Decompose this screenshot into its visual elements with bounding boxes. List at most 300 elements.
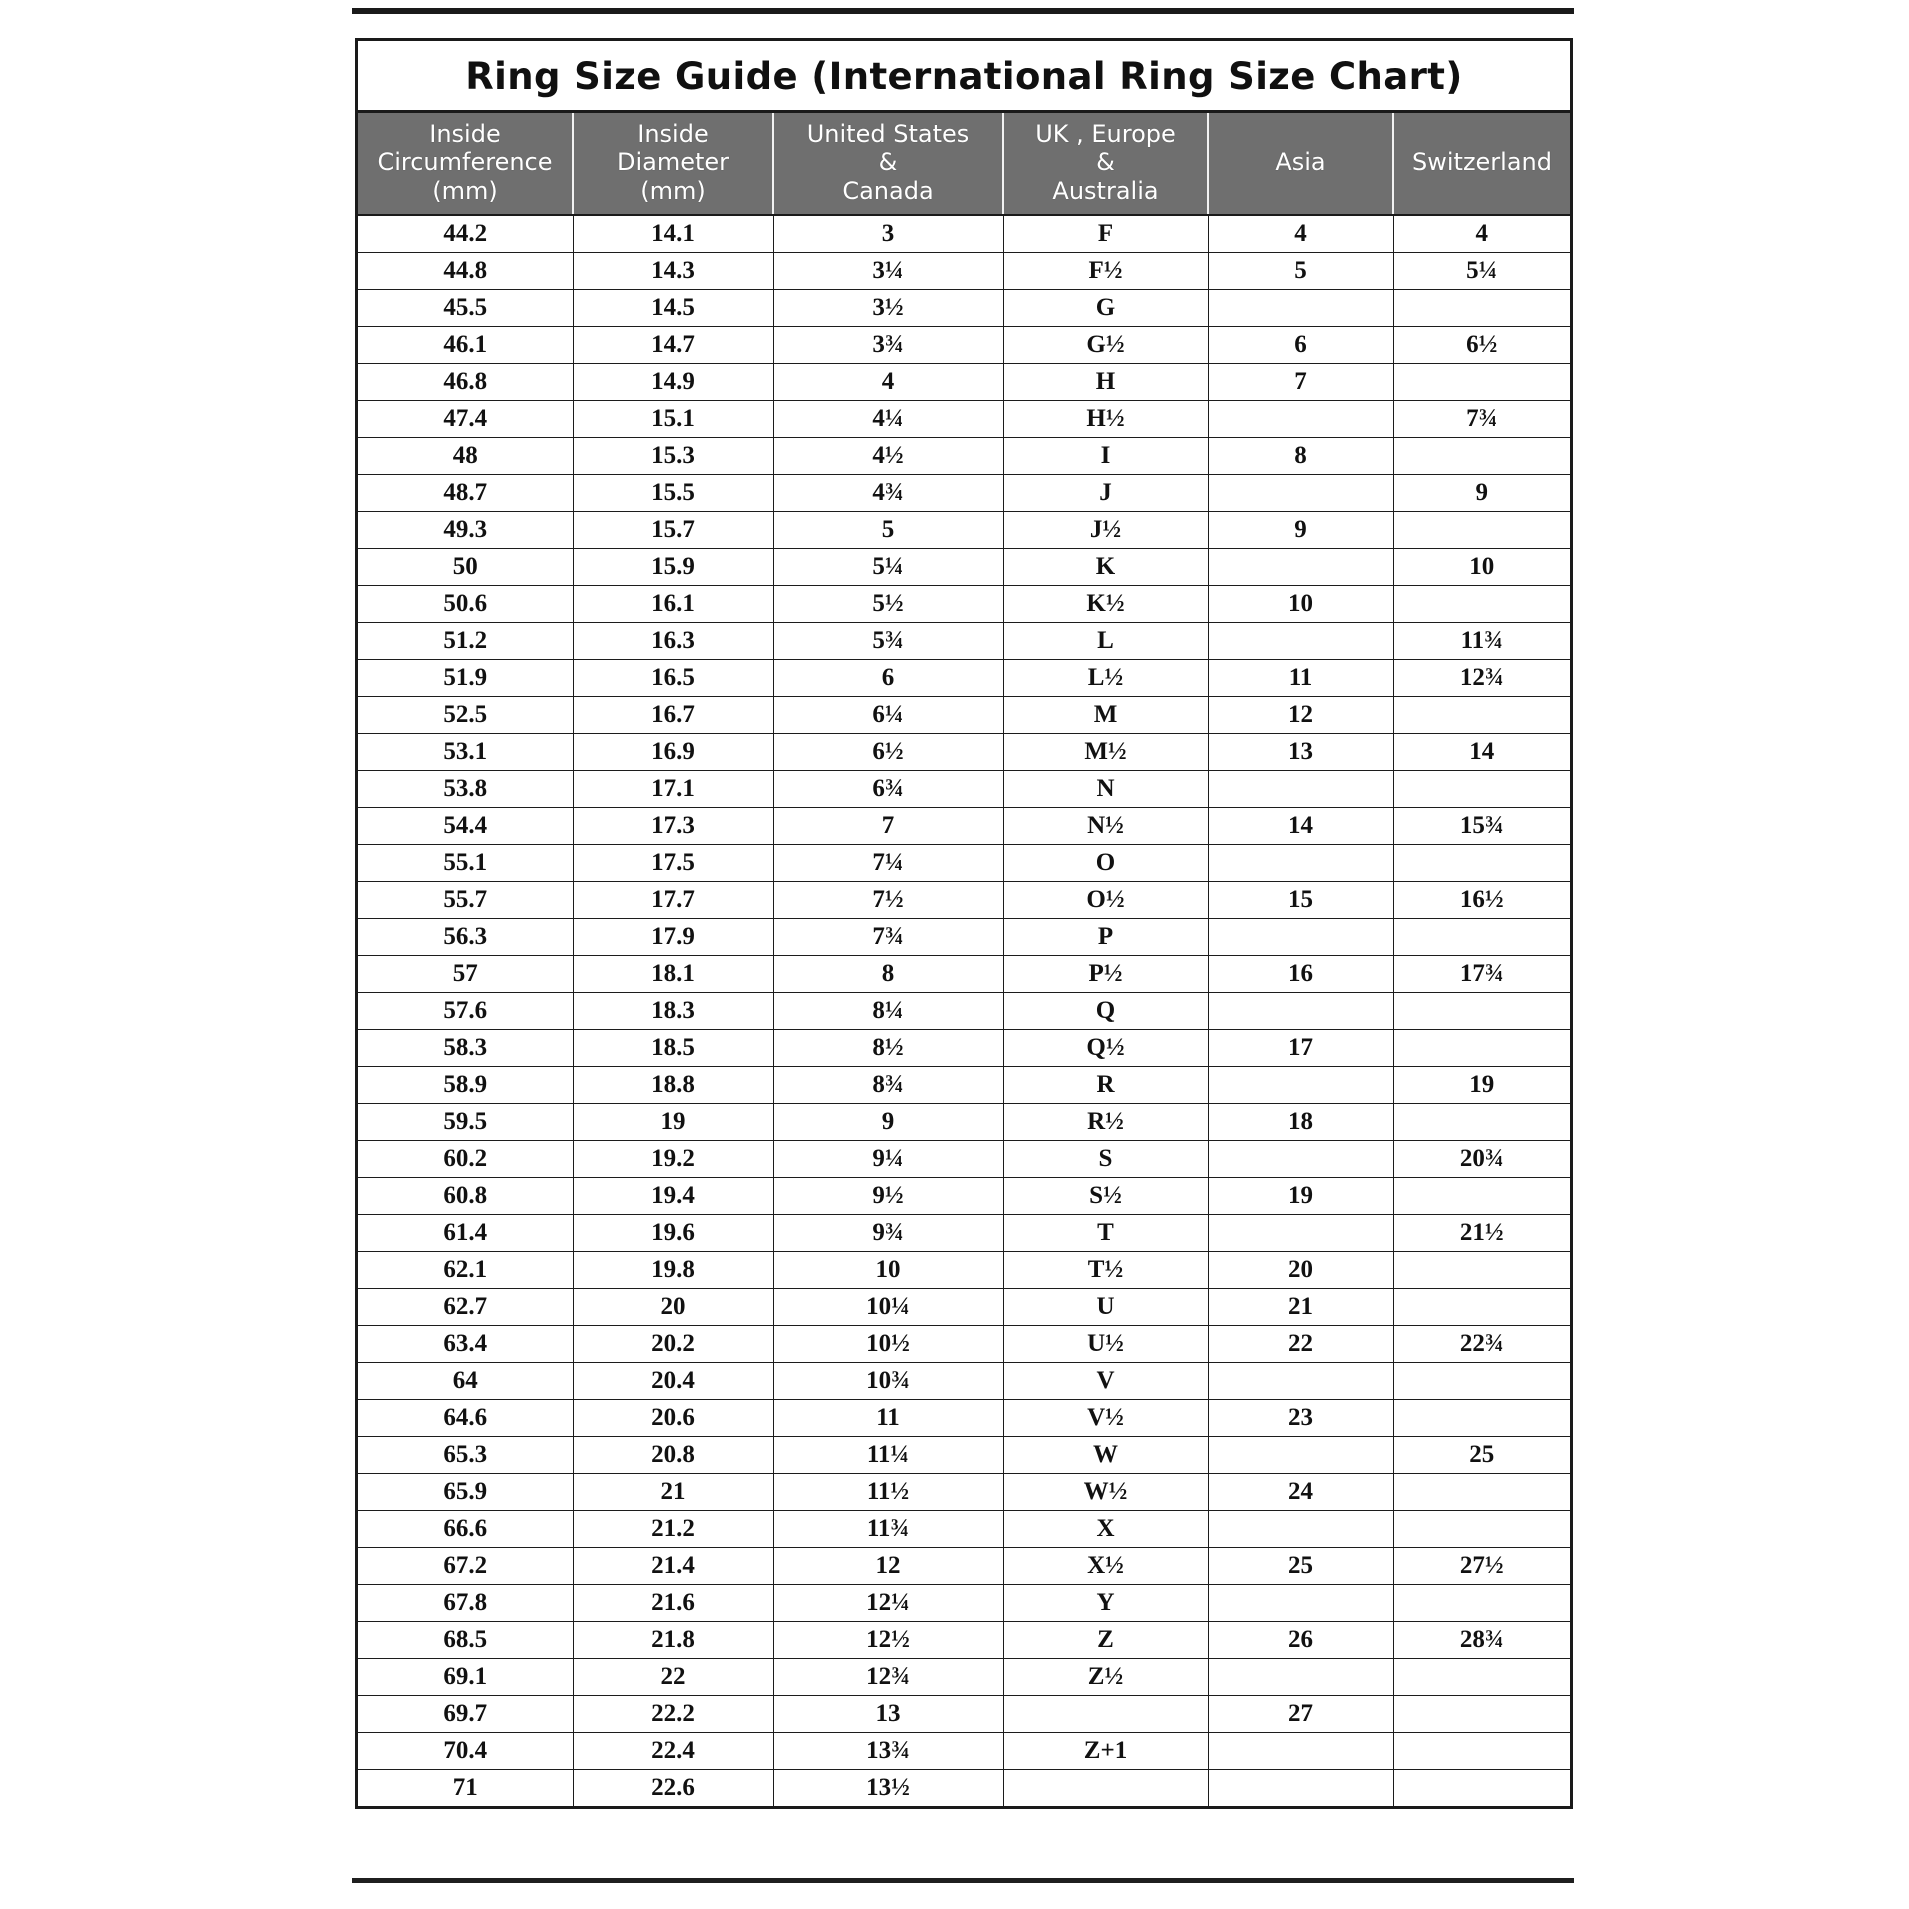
table-cell: 53.8 <box>358 770 573 807</box>
table-cell <box>1393 1769 1570 1806</box>
column-header-line: Circumference <box>377 148 553 177</box>
table-cell <box>1393 1658 1570 1695</box>
table-cell <box>1208 844 1393 881</box>
table-row <box>358 733 1570 770</box>
table-cell: 21½ <box>1393 1214 1570 1251</box>
table-row <box>358 696 1570 733</box>
table-cell <box>1393 1399 1570 1436</box>
column-header-line: Diameter <box>616 148 730 177</box>
table-cell: 57.6 <box>358 992 573 1029</box>
table-cell: 46.1 <box>358 326 573 363</box>
table-cell: 5¾ <box>773 622 1003 659</box>
table-cell: 11½ <box>773 1473 1003 1510</box>
table-cell: 18.1 <box>573 955 773 992</box>
table-cell: 57 <box>358 955 573 992</box>
scan-border-bottom <box>352 1878 1574 1883</box>
table-row <box>358 400 1570 437</box>
table-cell <box>1208 1584 1393 1621</box>
table-cell <box>1393 289 1570 326</box>
table-cell: U½ <box>1003 1325 1208 1362</box>
table-cell: 6¾ <box>773 770 1003 807</box>
column-header-line: Asia <box>1275 148 1326 177</box>
table-cell: 4 <box>1208 215 1393 253</box>
column-header-switzerland <box>1393 113 1570 215</box>
ring-size-chart <box>355 38 1573 1809</box>
table-cell: N <box>1003 770 1208 807</box>
ring-size-table <box>358 113 1570 1806</box>
table-cell: 10 <box>1393 548 1570 585</box>
table-cell: 52.5 <box>358 696 573 733</box>
table-cell: W½ <box>1003 1473 1208 1510</box>
table-cell: 16.3 <box>573 622 773 659</box>
table-cell: K <box>1003 548 1208 585</box>
table-cell <box>1208 918 1393 955</box>
table-row <box>358 511 1570 548</box>
table-cell: 8¼ <box>773 992 1003 1029</box>
table-cell: 4¾ <box>773 474 1003 511</box>
table-cell: 6¼ <box>773 696 1003 733</box>
table-cell <box>1393 585 1570 622</box>
table-cell <box>1393 511 1570 548</box>
table-row <box>358 881 1570 918</box>
table-row <box>358 1140 1570 1177</box>
table-cell: 12½ <box>773 1621 1003 1658</box>
table-cell: 47.4 <box>358 400 573 437</box>
table-cell: 15.1 <box>573 400 773 437</box>
table-cell <box>1393 844 1570 881</box>
table-cell: 53.1 <box>358 733 573 770</box>
table-cell: 14.3 <box>573 252 773 289</box>
table-cell: 17.5 <box>573 844 773 881</box>
table-cell <box>1208 289 1393 326</box>
table-cell: 69.7 <box>358 1695 573 1732</box>
table-cell: 3¾ <box>773 326 1003 363</box>
table-cell: V½ <box>1003 1399 1208 1436</box>
table-cell: 7½ <box>773 881 1003 918</box>
page-title: Ring Size Guide (International Ring Size Chart) <box>358 41 1570 113</box>
table-cell: 20 <box>573 1288 773 1325</box>
column-header-line: Inside <box>429 120 501 148</box>
table-cell: V <box>1003 1362 1208 1399</box>
table-cell: X <box>1003 1510 1208 1547</box>
table-cell: 12 <box>773 1547 1003 1584</box>
table-cell: W <box>1003 1436 1208 1473</box>
table-cell: 7 <box>773 807 1003 844</box>
table-cell: 20.4 <box>573 1362 773 1399</box>
table-cell <box>1393 1103 1570 1140</box>
table-cell: 69.1 <box>358 1658 573 1695</box>
table-row <box>358 622 1570 659</box>
table-cell: M <box>1003 696 1208 733</box>
table-row <box>358 1177 1570 1214</box>
table-cell <box>1393 1510 1570 1547</box>
table-cell: 17.3 <box>573 807 773 844</box>
table-cell: 63.4 <box>358 1325 573 1362</box>
table-cell: 11¾ <box>1393 622 1570 659</box>
table-cell <box>1208 1140 1393 1177</box>
table-cell: 20¾ <box>1393 1140 1570 1177</box>
table-cell: 18.3 <box>573 992 773 1029</box>
table-cell <box>1208 622 1393 659</box>
table-row <box>358 1695 1570 1732</box>
table-cell: I <box>1003 437 1208 474</box>
table-cell <box>1393 1288 1570 1325</box>
table-cell: 44.8 <box>358 252 573 289</box>
table-cell <box>1393 1251 1570 1288</box>
table-cell: 19.4 <box>573 1177 773 1214</box>
table-header <box>358 113 1570 215</box>
table-cell: 7¼ <box>773 844 1003 881</box>
table-cell: J½ <box>1003 511 1208 548</box>
table-cell: 5¼ <box>773 548 1003 585</box>
table-cell <box>1208 992 1393 1029</box>
table-cell: 15.7 <box>573 511 773 548</box>
table-cell: J <box>1003 474 1208 511</box>
table-header-row <box>358 113 1570 215</box>
table-row <box>358 1214 1570 1251</box>
column-header-inside-circumference <box>358 113 573 215</box>
table-cell: 15 <box>1208 881 1393 918</box>
table-cell: 60.2 <box>358 1140 573 1177</box>
table-cell: 62.1 <box>358 1251 573 1288</box>
table-cell: 46.8 <box>358 363 573 400</box>
table-cell: 4 <box>773 363 1003 400</box>
table-cell: 13 <box>773 1695 1003 1732</box>
table-cell <box>1393 992 1570 1029</box>
table-cell: 11¼ <box>773 1436 1003 1473</box>
table-cell: 17.1 <box>573 770 773 807</box>
table-cell: 16 <box>1208 955 1393 992</box>
table-cell: 51.2 <box>358 622 573 659</box>
column-header-line: UK , Europe <box>1035 120 1176 148</box>
table-cell: T <box>1003 1214 1208 1251</box>
table-cell: F <box>1003 215 1208 253</box>
table-cell: 18 <box>1208 1103 1393 1140</box>
table-cell: 7¾ <box>1393 400 1570 437</box>
table-cell: 23 <box>1208 1399 1393 1436</box>
table-cell: F½ <box>1003 252 1208 289</box>
table-cell <box>1393 1029 1570 1066</box>
table-cell: 21.2 <box>573 1510 773 1547</box>
table-cell: 8¾ <box>773 1066 1003 1103</box>
table-row <box>358 1288 1570 1325</box>
table-cell: 9½ <box>773 1177 1003 1214</box>
table-cell: 9 <box>1208 511 1393 548</box>
table-row <box>358 585 1570 622</box>
column-header-uk-europe-australia <box>1003 113 1208 215</box>
table-cell: 3½ <box>773 289 1003 326</box>
column-header-line: Canada <box>842 176 934 205</box>
table-cell: 27½ <box>1393 1547 1570 1584</box>
table-cell: Z+1 <box>1003 1732 1208 1769</box>
table-cell <box>1208 474 1393 511</box>
table-cell: 14.5 <box>573 289 773 326</box>
table-row <box>358 252 1570 289</box>
column-header-us-canada <box>773 113 1003 215</box>
table-cell: 21.8 <box>573 1621 773 1658</box>
table-cell: O <box>1003 844 1208 881</box>
table-cell: 3¼ <box>773 252 1003 289</box>
table-cell: 25 <box>1393 1436 1570 1473</box>
table-cell: 9 <box>1393 474 1570 511</box>
table-cell: 12¾ <box>773 1658 1003 1695</box>
table-cell: 17 <box>1208 1029 1393 1066</box>
table-row <box>358 1621 1570 1658</box>
table-cell <box>1393 1732 1570 1769</box>
table-cell: 10½ <box>773 1325 1003 1362</box>
table-row <box>358 548 1570 585</box>
table-cell <box>1393 1177 1570 1214</box>
table-cell: 14 <box>1208 807 1393 844</box>
table-cell: 55.7 <box>358 881 573 918</box>
table-row <box>358 437 1570 474</box>
table-cell <box>1208 400 1393 437</box>
table-cell: 9¼ <box>773 1140 1003 1177</box>
table-cell: 7¾ <box>773 918 1003 955</box>
table-cell: 21 <box>573 1473 773 1510</box>
table-cell <box>1393 1695 1570 1732</box>
table-cell: P½ <box>1003 955 1208 992</box>
table-cell: 4½ <box>773 437 1003 474</box>
table-row <box>358 289 1570 326</box>
table-cell: 50.6 <box>358 585 573 622</box>
table-cell: 4 <box>1393 215 1570 253</box>
table-cell: O½ <box>1003 881 1208 918</box>
table-row <box>358 1584 1570 1621</box>
table-cell <box>1393 1584 1570 1621</box>
table-cell <box>1393 770 1570 807</box>
column-header-line: (mm) <box>432 176 498 205</box>
table-cell <box>1393 363 1570 400</box>
table-cell <box>1208 1510 1393 1547</box>
table-cell: 14.1 <box>573 215 773 253</box>
table-cell: 25 <box>1208 1547 1393 1584</box>
column-header-inside-diameter <box>573 113 773 215</box>
table-cell <box>1208 1362 1393 1399</box>
table-row <box>358 1251 1570 1288</box>
table-cell: R <box>1003 1066 1208 1103</box>
table-row <box>358 770 1570 807</box>
table-row <box>358 1547 1570 1584</box>
table-cell: 22 <box>573 1658 773 1695</box>
table-cell: Z <box>1003 1621 1208 1658</box>
table-row <box>358 1066 1570 1103</box>
table-cell: M½ <box>1003 733 1208 770</box>
table-cell: 68.5 <box>358 1621 573 1658</box>
table-cell: X½ <box>1003 1547 1208 1584</box>
table-cell <box>1208 770 1393 807</box>
table-cell: 16.9 <box>573 733 773 770</box>
table-cell: 28¾ <box>1393 1621 1570 1658</box>
table-cell: 7 <box>1208 363 1393 400</box>
table-cell: N½ <box>1003 807 1208 844</box>
table-cell: 10 <box>1208 585 1393 622</box>
table-cell: 20.2 <box>573 1325 773 1362</box>
table-cell: 12¾ <box>1393 659 1570 696</box>
table-cell: 6½ <box>1393 326 1570 363</box>
table-cell: 5¼ <box>1393 252 1570 289</box>
table-cell <box>1003 1695 1208 1732</box>
table-cell: 5½ <box>773 585 1003 622</box>
table-cell: 8 <box>773 955 1003 992</box>
table-cell: Y <box>1003 1584 1208 1621</box>
table-row <box>358 326 1570 363</box>
table-cell: 66.6 <box>358 1510 573 1547</box>
table-cell: 15.9 <box>573 548 773 585</box>
table-cell: H½ <box>1003 400 1208 437</box>
table-cell: 48 <box>358 437 573 474</box>
table-cell: K½ <box>1003 585 1208 622</box>
table-row <box>358 215 1570 253</box>
column-header-line: United States <box>806 120 970 148</box>
column-header-line: Switzerland <box>1412 148 1552 177</box>
table-cell: 24 <box>1208 1473 1393 1510</box>
table-row <box>358 992 1570 1029</box>
table-cell <box>1208 1436 1393 1473</box>
table-cell: 13 <box>1208 733 1393 770</box>
table-cell: 16½ <box>1393 881 1570 918</box>
table-cell: 21.6 <box>573 1584 773 1621</box>
table-cell: 49.3 <box>358 511 573 548</box>
table-cell <box>1208 1658 1393 1695</box>
table-cell: 64 <box>358 1362 573 1399</box>
table-cell: 71 <box>358 1769 573 1806</box>
table-cell: 14.7 <box>573 326 773 363</box>
table-cell: 65.3 <box>358 1436 573 1473</box>
table-cell <box>1393 1362 1570 1399</box>
table-cell: 58.3 <box>358 1029 573 1066</box>
table-cell: H <box>1003 363 1208 400</box>
table-cell: 21.4 <box>573 1547 773 1584</box>
table-cell <box>1208 1066 1393 1103</box>
table-cell: 14 <box>1393 733 1570 770</box>
table-cell: Q <box>1003 992 1208 1029</box>
table-cell <box>1208 1769 1393 1806</box>
table-cell: T½ <box>1003 1251 1208 1288</box>
table-cell: 8½ <box>773 1029 1003 1066</box>
table-cell <box>1393 437 1570 474</box>
column-header-line: Australia <box>1052 176 1159 205</box>
table-cell: 20 <box>1208 1251 1393 1288</box>
table-cell: P <box>1003 918 1208 955</box>
table-cell: Q½ <box>1003 1029 1208 1066</box>
table-cell: 50 <box>358 548 573 585</box>
table-cell: 59.5 <box>358 1103 573 1140</box>
table-cell <box>1393 918 1570 955</box>
table-cell: 16.7 <box>573 696 773 733</box>
table-cell <box>1393 1473 1570 1510</box>
table-cell: 11¾ <box>773 1510 1003 1547</box>
table-cell: G½ <box>1003 326 1208 363</box>
scan-border-top <box>352 8 1574 14</box>
table-cell: 10 <box>773 1251 1003 1288</box>
table-cell: 10¾ <box>773 1362 1003 1399</box>
table-cell: 26 <box>1208 1621 1393 1658</box>
table-row <box>358 918 1570 955</box>
table-row <box>358 474 1570 511</box>
table-row <box>358 1473 1570 1510</box>
table-cell: 12 <box>1208 696 1393 733</box>
table-cell: 8 <box>1208 437 1393 474</box>
column-header-line: Inside <box>637 120 709 148</box>
table-cell: S½ <box>1003 1177 1208 1214</box>
table-cell: 22.4 <box>573 1732 773 1769</box>
table-cell: 17¾ <box>1393 955 1570 992</box>
table-cell: 3 <box>773 215 1003 253</box>
table-cell: 17.9 <box>573 918 773 955</box>
table-cell: 22¾ <box>1393 1325 1570 1362</box>
table-cell: 9 <box>773 1103 1003 1140</box>
table-cell: 48.7 <box>358 474 573 511</box>
table-cell: 19.6 <box>573 1214 773 1251</box>
column-header-line: & <box>1096 148 1115 177</box>
table-cell: L <box>1003 622 1208 659</box>
table-cell: 15¾ <box>1393 807 1570 844</box>
table-cell: 64.6 <box>358 1399 573 1436</box>
table-cell: R½ <box>1003 1103 1208 1140</box>
table-cell: 44.2 <box>358 215 573 253</box>
table-cell: 22.2 <box>573 1695 773 1732</box>
table-row <box>358 1325 1570 1362</box>
table-cell: L½ <box>1003 659 1208 696</box>
table-cell: 6 <box>773 659 1003 696</box>
table-cell: 10¼ <box>773 1288 1003 1325</box>
table-cell: 19 <box>1208 1177 1393 1214</box>
table-cell: 16.1 <box>573 585 773 622</box>
table-row <box>358 1658 1570 1695</box>
table-cell: 51.9 <box>358 659 573 696</box>
table-cell: 9¾ <box>773 1214 1003 1251</box>
table-cell: S <box>1003 1140 1208 1177</box>
table-cell <box>1393 696 1570 733</box>
table-cell: 11 <box>773 1399 1003 1436</box>
table-cell: 21 <box>1208 1288 1393 1325</box>
table-row <box>358 1510 1570 1547</box>
table-row <box>358 659 1570 696</box>
table-row <box>358 1732 1570 1769</box>
table-cell: 19 <box>573 1103 773 1140</box>
table-cell: 15.3 <box>573 437 773 474</box>
table-cell: 65.9 <box>358 1473 573 1510</box>
table-cell: 18.8 <box>573 1066 773 1103</box>
table-cell: 14.9 <box>573 363 773 400</box>
table-row <box>358 1436 1570 1473</box>
table-cell: 13¾ <box>773 1732 1003 1769</box>
table-cell: 16.5 <box>573 659 773 696</box>
table-cell <box>1208 548 1393 585</box>
table-cell: 62.7 <box>358 1288 573 1325</box>
column-header-line: (mm) <box>640 176 706 205</box>
table-cell <box>1003 1769 1208 1806</box>
table-cell: 70.4 <box>358 1732 573 1769</box>
table-cell: 15.5 <box>573 474 773 511</box>
table-cell: 22.6 <box>573 1769 773 1806</box>
table-cell: Z½ <box>1003 1658 1208 1695</box>
table-row <box>358 1362 1570 1399</box>
table-row <box>358 363 1570 400</box>
table-row <box>358 844 1570 881</box>
table-cell: 55.1 <box>358 844 573 881</box>
table-cell <box>1208 1732 1393 1769</box>
table-row <box>358 1029 1570 1066</box>
table-cell: 18.5 <box>573 1029 773 1066</box>
column-header-line: & <box>878 148 898 177</box>
table-row <box>358 1103 1570 1140</box>
column-header-asia <box>1208 113 1393 215</box>
table-cell: 13½ <box>773 1769 1003 1806</box>
table-cell: 20.8 <box>573 1436 773 1473</box>
table-cell: 61.4 <box>358 1214 573 1251</box>
